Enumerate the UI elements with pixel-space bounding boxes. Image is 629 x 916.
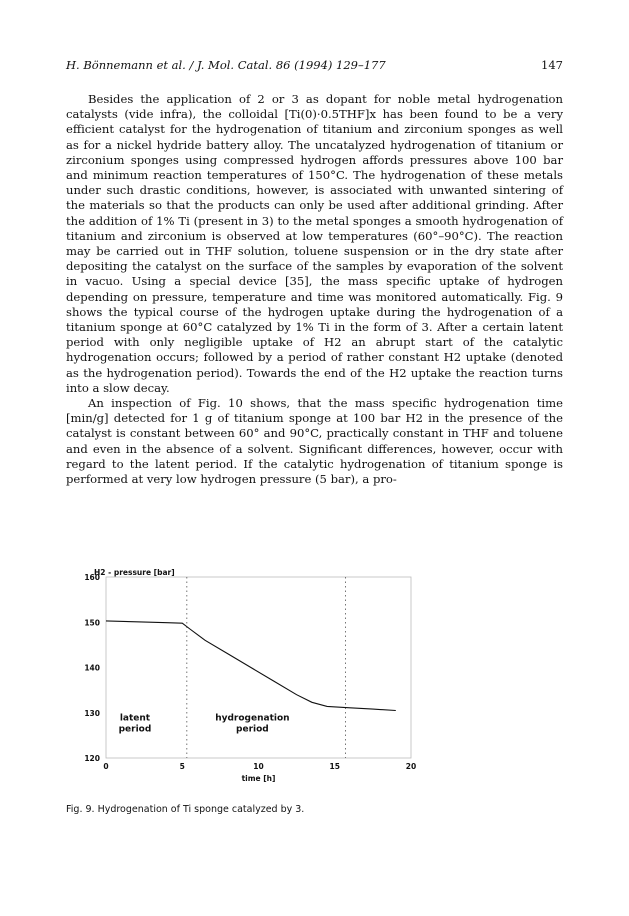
x-tick-label: 5: [179, 762, 185, 771]
figure-9: [66, 565, 563, 800]
y-tick-label: 130: [84, 708, 100, 718]
x-tick-label: 20: [405, 762, 417, 771]
hydrogen-pressure-line: [106, 621, 396, 711]
y-tick-label: 120: [84, 754, 100, 763]
y-axis-label: H2 - pressure [bar]: [94, 568, 175, 577]
y-tick-label: 160: [84, 573, 100, 582]
running-title: H. Bönnemann et al. / J. Mol. Catal. 86 (1994) 129–177: [66, 58, 386, 72]
body-text: [66, 92, 563, 487]
x-axis-label: time [h]: [241, 774, 276, 783]
x-tick-label: 15: [329, 762, 340, 771]
y-tick-label: 140: [84, 663, 100, 673]
figure-caption: Fig. 9. Hydrogenation of Ti sponge catalyzed by 3.: [66, 804, 305, 815]
running-header: [66, 58, 563, 72]
period-annotation: hydrogenation period: [215, 713, 290, 735]
hydrogen-pressure-chart: [66, 565, 563, 800]
x-tick-label: 0: [103, 762, 109, 771]
x-tick-label: 10: [253, 762, 264, 771]
page-number: 147: [541, 58, 563, 72]
paragraph: An inspection of Fig. 10 shows, that the mass specific hydrogenation time [min/g] detected for 1 g of titanium sponge at 100 bar H2 in the presence of the catalyst is constant between 60° and 90°C, practically constant in THF and toluene and even in the absence of a solvent. Significant differences, however, occur with regard to the latent period. If the catalytic hydrogenation of titanium sponge is performed at very low hydrogen pressure (5 bar), a pro-: [66, 396, 563, 487]
y-tick-label: 150: [84, 618, 100, 628]
paragraph: Besides the application of 2 or 3 as dopant for noble metal hydrogenation catalysts (vide infra), the colloidal [Ti(0)·0.5THF]x has been found to be a very efficient catalyst for the hydrogenation of titanium and zirconium sponges as well as for a nickel hydride battery alloy. The uncatalyzed hydrogenation of titanium or zirconium sponges using compressed hydrogen affords pressures above 100 bar and minimum reaction temperatures of 150°C. The hydrogenation of these metals under such drastic conditions, however, is associated with unwanted sintering of the materials so that the products can only be used after additional grinding. After the addition of 1% Ti (present in 3) to the metal sponges a smooth hydrogenation of titanium and zirconium is observed at low temperatures (60°–90°C). The reaction may be carried out in THF solution, toluene suspension or in the dry state after depositing the catalyst on the surface of the samples by evaporation of the solvent in vacuo. Using a special device [35], the mass specific uptake of hydrogen depending on pressure, temperature and time was monitored automatically. Fig. 9 shows the typical course of the hydrogen uptake during the hydrogenation of a titanium sponge at 60°C catalyzed by 1% Ti in the form of 3. After a certain latent period with only negligible uptake of H2 an abrupt start of the catalytic hydrogenation occurs; followed by a period of rather constant H2 uptake (denoted as the hydrogenation period). Towards the end of the H2 uptake the reaction turns into a slow decay.: [66, 92, 563, 395]
period-annotation: latent period: [118, 713, 152, 735]
